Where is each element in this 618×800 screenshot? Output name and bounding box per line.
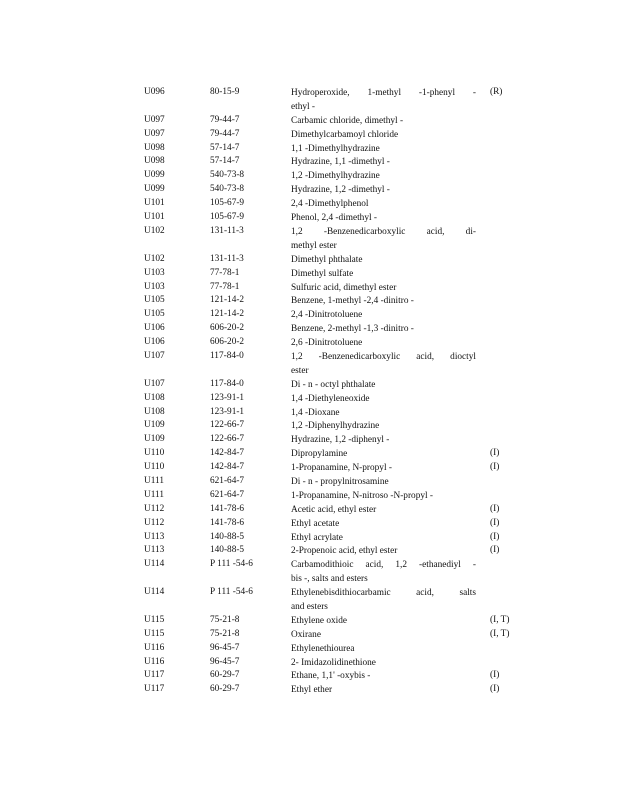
waste-code: U117 [144, 684, 165, 695]
cas-number: 123-91-1 [210, 406, 245, 417]
substance-name-line: 1,4 -Dioxane [291, 407, 340, 418]
substance-name-line: 1,2 -Diphenylhydrazine [291, 421, 380, 432]
table-row [0, 87, 618, 115]
substance-name [291, 156, 476, 170]
substance-name-line: 1-Propanamine, N-nitroso -N-propyl - [291, 490, 434, 501]
substance-name-line: Benzene, 2-methyl -1,3 -dinitro - [291, 324, 414, 335]
substance-name-line: Hydroperoxide, 1-methyl -1-phenyl - [291, 88, 476, 98]
table-row [0, 337, 618, 351]
table-row [0, 518, 618, 532]
cas-number: 105-67-9 [210, 198, 245, 209]
waste-code: U105 [144, 309, 165, 320]
cas-number: 540-73-8 [210, 170, 245, 181]
cas-number: 142-84-7 [210, 448, 245, 459]
substance-name-line: 2-Propenoic acid, ethyl ester [291, 546, 398, 557]
cas-number: 140-88-5 [210, 531, 245, 542]
table-row [0, 184, 618, 198]
table-row [0, 587, 618, 615]
substance-name [291, 337, 476, 351]
waste-code: U108 [144, 406, 165, 417]
substance-name-line: Acetic acid, ethyl ester [291, 504, 377, 515]
waste-code: U101 [144, 198, 165, 209]
waste-code: U108 [144, 392, 165, 403]
substance-name [291, 170, 476, 184]
substance-name-line: Hydrazine, 1,1 -dimethyl - [291, 157, 390, 168]
table-row [0, 670, 618, 684]
substance-name-line: 1,1 -Dimethylhydrazine [291, 143, 380, 154]
hazard-code: (I) [490, 462, 500, 473]
cas-number: 121-14-2 [210, 309, 245, 320]
cas-number: 75-21-8 [210, 628, 240, 639]
table-row [0, 379, 618, 393]
cas-number: 122-66-7 [210, 420, 245, 431]
substance-name-line: Di - n - octyl phthalate [291, 379, 376, 390]
substance-name [291, 420, 476, 434]
substance-name-line: Hydrazine, 1,2 -dimethyl - [291, 185, 390, 196]
cas-number: 131-11-3 [210, 253, 244, 264]
substance-name [291, 545, 476, 559]
table-row [0, 684, 618, 698]
waste-code: U098 [144, 156, 165, 167]
waste-code: U113 [144, 531, 165, 542]
cas-number: 621-64-7 [210, 489, 245, 500]
waste-code: U097 [144, 128, 165, 139]
substance-name [291, 407, 476, 421]
waste-code: U112 [144, 517, 165, 528]
table-row [0, 532, 618, 546]
substance-name [291, 115, 476, 129]
cas-number: 606-20-2 [210, 337, 245, 348]
cas-number: 122-66-7 [210, 434, 245, 445]
substance-name [291, 254, 476, 268]
substance-name [291, 351, 476, 379]
waste-code: U102 [144, 253, 165, 264]
waste-code: U097 [144, 114, 165, 125]
cas-number: 117-84-0 [210, 350, 244, 361]
table-row [0, 295, 618, 309]
waste-code: U110 [144, 448, 165, 459]
hazard-code: (R) [490, 87, 503, 97]
substance-name [291, 434, 476, 448]
substance-name [291, 657, 476, 671]
cas-number: 80-15-9 [210, 87, 240, 97]
table-row [0, 615, 618, 629]
substance-name-line: Phenol, 2,4 -dimethyl - [291, 213, 377, 224]
substance-name [291, 295, 476, 309]
substance-name [291, 684, 476, 698]
cas-number: 60-29-7 [210, 670, 240, 681]
substance-name-line: Ethyl ether [291, 685, 333, 696]
table-row [0, 143, 618, 157]
cas-number: 105-67-9 [210, 212, 245, 223]
substance-name [291, 282, 476, 296]
table-row [0, 462, 618, 476]
substance-name [291, 309, 476, 323]
waste-code: U106 [144, 323, 165, 334]
cas-number: 60-29-7 [210, 684, 240, 695]
waste-code: U107 [144, 378, 165, 389]
cas-number: 77-78-1 [210, 281, 240, 292]
waste-code: U117 [144, 670, 165, 681]
table-row [0, 545, 618, 559]
table-row [0, 407, 618, 421]
substance-name [291, 559, 476, 587]
substance-name-line: Ethylene oxide [291, 615, 348, 626]
waste-code: U103 [144, 267, 165, 278]
cas-number: 540-73-8 [210, 184, 245, 195]
table-row [0, 309, 618, 323]
table-row [0, 212, 618, 226]
cas-number: 96-45-7 [210, 642, 240, 653]
hazard-code: (I, T) [490, 628, 510, 639]
substance-name [291, 670, 476, 684]
table-row [0, 393, 618, 407]
waste-code: U114 [144, 559, 165, 570]
cas-number: 79-44-7 [210, 128, 240, 139]
substance-name-line: 1,2 -Dimethylhydrazine [291, 171, 380, 182]
hazard-code: (I) [490, 545, 500, 556]
hazard-code: (I) [490, 448, 500, 459]
cas-number: 140-88-5 [210, 545, 245, 556]
cas-number: 75-21-8 [210, 614, 240, 625]
waste-code: U102 [144, 225, 165, 236]
cas-number: P 111 -54-6 [210, 559, 253, 570]
waste-code: U113 [144, 545, 165, 556]
waste-code: U109 [144, 420, 165, 431]
waste-code: U096 [144, 87, 165, 97]
table-row [0, 629, 618, 643]
table-row [0, 434, 618, 448]
substance-name-line: Oxirane [291, 629, 321, 640]
hazard-code: (I) [490, 503, 500, 514]
waste-code: U098 [144, 142, 165, 153]
substance-name-line: Dimethylcarbamoyl chloride [291, 129, 399, 140]
waste-code: U111 [144, 489, 164, 500]
substance-name [291, 268, 476, 282]
hazardous-waste-table [0, 87, 618, 698]
waste-code: U116 [144, 656, 165, 667]
waste-code: U101 [144, 212, 165, 223]
substance-name-line: 2,4 -Dinitrotoluene [291, 310, 363, 321]
table-row [0, 156, 618, 170]
cas-number: 141-78-6 [210, 517, 245, 528]
substance-name [291, 643, 476, 657]
substance-name [291, 143, 476, 157]
substance-name-line: Hydrazine, 1,2 -diphenyl - [291, 435, 390, 446]
substance-name-line: 2,4 -Dimethylphenol [291, 199, 369, 210]
table-row [0, 254, 618, 268]
substance-name-line: and esters [291, 602, 328, 613]
waste-code: U111 [144, 475, 164, 486]
table-row [0, 448, 618, 462]
substance-name-line: ester [291, 365, 309, 376]
substance-name [291, 379, 476, 393]
substance-name-line: Carbamodithioic acid, 1,2 -ethanediyl - [291, 560, 476, 571]
substance-name-line: 1,2 -Benzenedicarboxylic acid, di- [291, 226, 476, 237]
hazard-code: (I) [490, 517, 500, 528]
substance-name-line: Dimethyl sulfate [291, 268, 354, 279]
waste-code: U103 [144, 281, 165, 292]
cas-number: 621-64-7 [210, 475, 245, 486]
substance-name-line: Ethyl acrylate [291, 532, 343, 543]
substance-name-line: Ethylenethiourea [291, 643, 355, 654]
hazard-code: (I) [490, 684, 500, 695]
waste-code: U107 [144, 350, 165, 361]
substance-name-line: 1-Propanamine, N-propyl - [291, 463, 392, 474]
table-row [0, 170, 618, 184]
substance-name [291, 198, 476, 212]
cas-number: P 111 -54-6 [210, 587, 253, 598]
cas-number: 142-84-7 [210, 462, 245, 473]
substance-name [291, 518, 476, 532]
substance-name-line: 2- Imidazolidinethione [291, 657, 376, 668]
substance-name [291, 212, 476, 226]
waste-code: U109 [144, 434, 165, 445]
substance-name-line: Ethane, 1,1' -oxybis - [291, 671, 371, 682]
table-row [0, 643, 618, 657]
hazard-code: (I) [490, 670, 500, 681]
table-row [0, 115, 618, 129]
waste-code: U116 [144, 642, 165, 653]
substance-name-line: Carbamic chloride, dimethyl - [291, 115, 404, 126]
substance-name-line: Ethyl acetate [291, 518, 340, 529]
cas-number: 121-14-2 [210, 295, 245, 306]
substance-name [291, 226, 476, 254]
cas-number: 131-11-3 [210, 225, 244, 236]
waste-code: U112 [144, 503, 165, 514]
hazard-code: (I, T) [490, 614, 510, 625]
substance-name-line: 2,6 -Dinitrotoluene [291, 338, 363, 349]
substance-name [291, 490, 476, 504]
substance-name-line: 1,2 -Benzenedicarboxylic acid, dioctyl [291, 351, 476, 362]
substance-name-line: Benzene, 1-methyl -2,4 -dinitro - [291, 296, 414, 307]
cas-number: 57-14-7 [210, 142, 240, 153]
substance-name-line: 1,4 -Diethyleneoxide [291, 393, 370, 404]
substance-name [291, 532, 476, 546]
table-row [0, 226, 618, 254]
substance-name-line: Di - n - propylnitrosamine [291, 476, 389, 487]
waste-code: U115 [144, 628, 165, 639]
waste-code: U115 [144, 614, 165, 625]
cas-number: 117-84-0 [210, 378, 244, 389]
cas-number: 79-44-7 [210, 114, 240, 125]
substance-name [291, 87, 476, 115]
waste-code: U114 [144, 587, 165, 598]
waste-code: U110 [144, 462, 165, 473]
substance-name-line: Ethylenebisdithiocarbamic acid, salts [291, 588, 476, 599]
cas-number: 606-20-2 [210, 323, 245, 334]
cas-number: 57-14-7 [210, 156, 240, 167]
waste-code: U099 [144, 170, 165, 181]
substance-name [291, 615, 476, 629]
table-row [0, 490, 618, 504]
substance-name [291, 129, 476, 143]
waste-code: U106 [144, 337, 165, 348]
substance-name [291, 323, 476, 337]
substance-name-line: Dimethyl phthalate [291, 254, 363, 265]
substance-name-line: Sulfuric acid, dimethyl ester [291, 282, 397, 293]
table-row [0, 657, 618, 671]
cas-number: 123-91-1 [210, 392, 245, 403]
substance-name [291, 587, 476, 615]
table-row [0, 351, 618, 379]
substance-name [291, 184, 476, 198]
substance-name-line: ethyl - [291, 101, 316, 112]
substance-name [291, 462, 476, 476]
substance-name [291, 448, 476, 462]
cas-number: 77-78-1 [210, 267, 240, 278]
hazard-code: (I) [490, 531, 500, 542]
table-row [0, 268, 618, 282]
table-row [0, 559, 618, 587]
substance-name-line: methyl ester [291, 240, 337, 251]
table-row [0, 323, 618, 337]
substance-name [291, 504, 476, 518]
table-row [0, 129, 618, 143]
substance-name [291, 476, 476, 490]
table-row [0, 282, 618, 296]
waste-code: U105 [144, 295, 165, 306]
substance-name-line: bis -, salts and esters [291, 574, 368, 585]
table-row [0, 504, 618, 518]
table-row [0, 198, 618, 212]
substance-name [291, 393, 476, 407]
waste-code: U099 [144, 184, 165, 195]
cas-number: 96-45-7 [210, 656, 240, 667]
table-row [0, 420, 618, 434]
table-row [0, 476, 618, 490]
substance-name [291, 629, 476, 643]
cas-number: 141-78-6 [210, 503, 245, 514]
substance-name-line: Dipropylamine [291, 449, 348, 460]
